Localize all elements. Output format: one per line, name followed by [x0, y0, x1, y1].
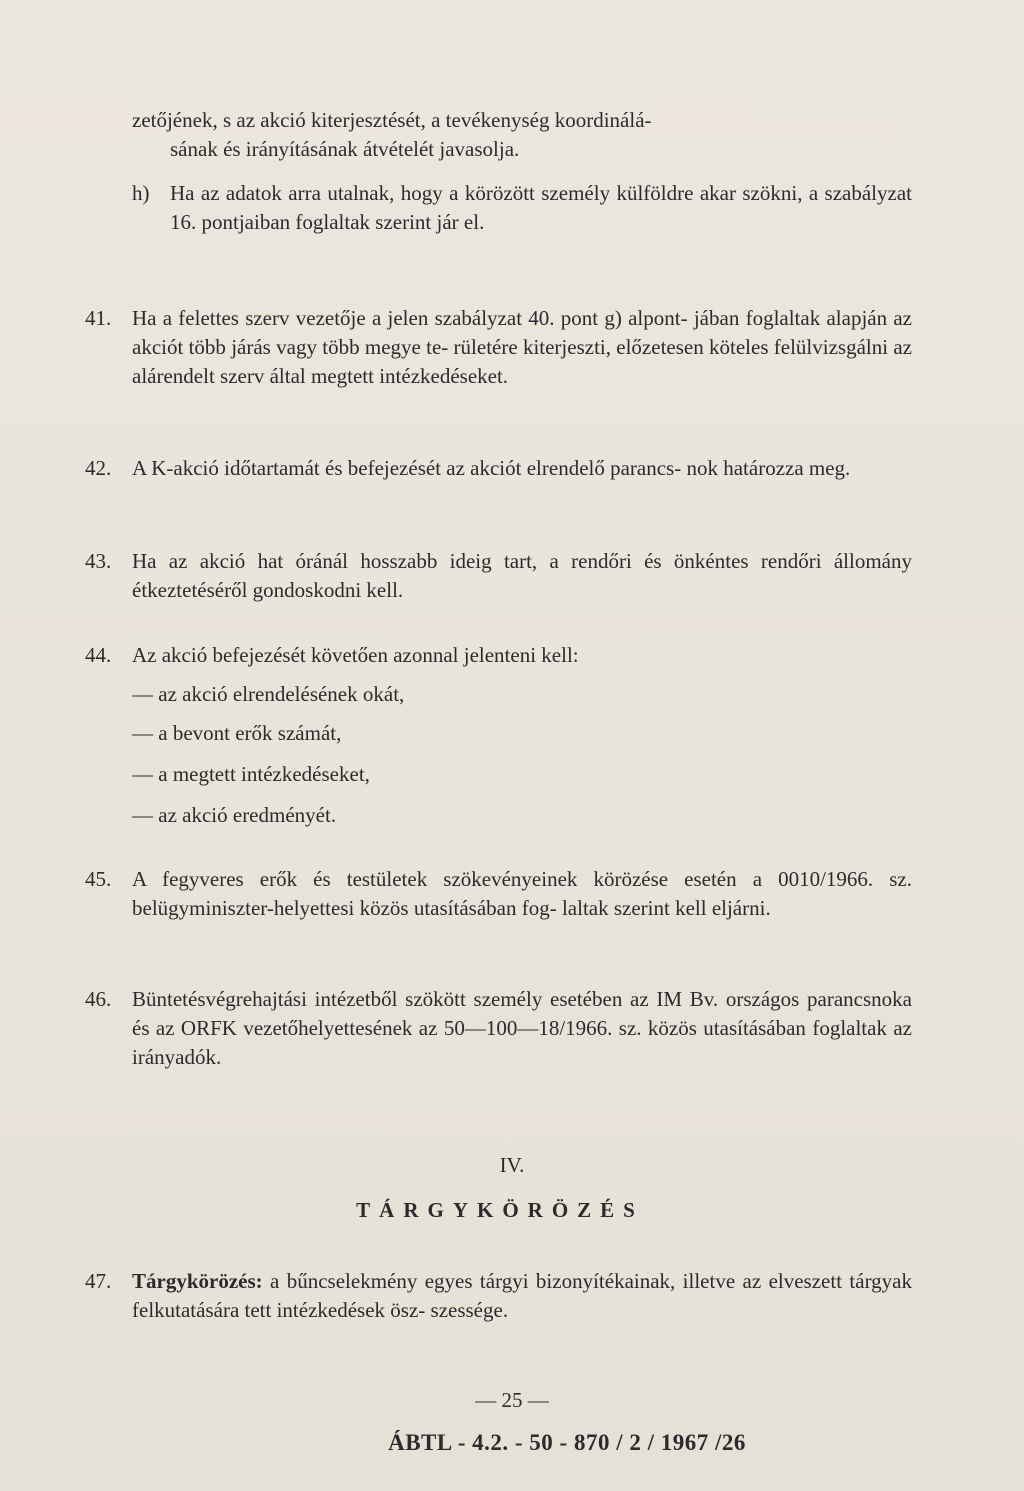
item-46: [85, 985, 912, 1072]
point-text: Ha az adatok arra utalnak, hogy a körözött személy külföldre akar szökni, a szabályzat 16. pontjaiban foglaltak szerint jár el.: [170, 181, 912, 234]
item-text: Az akció befejezését követően azonnal jelenteni kell:: [132, 643, 579, 667]
text-line: zetőjének, s az akció kiterjesztését, a tevékenység koordinálá-: [132, 108, 652, 132]
item-text: A fegyveres erők és testületek szökevényeinek körözése esetén a 0010/1966. sz. belügyminiszter-helyettesi közös utasításában fog- laltak szerint kell eljárni.: [132, 867, 912, 920]
item-number: 42.: [85, 456, 112, 480]
item-44: [85, 641, 912, 670]
point-h: [132, 179, 912, 237]
list-item: — az akció elrendelésének okát,: [132, 682, 405, 706]
item-text: Ha a felettes szerv vezetője a jelen szabályzat 40. pont g) alpont- jában foglaltak alapján az akciót több járás vagy több megye te- rületére kiterjeszti, előzetesen köteles felülvizsgálni az alárendelt szerv által megtett intézkedéseket.: [132, 306, 912, 388]
section-number: IV.: [499, 1153, 525, 1177]
item-text: A K-akció időtartamát és befejezését az akciót elrendelő parancs- nok határozza meg.: [132, 456, 851, 480]
item-term: Tárgykörözés:: [132, 1269, 263, 1293]
item-41: [85, 304, 912, 391]
archive-reference: ÁBTL - 4.2. - 50 - 870 / 2 / 1967 /26: [388, 1430, 746, 1455]
list-item: — a bevont erők számát,: [132, 721, 342, 745]
section-title: TÁRGYKÖRÖZÉS: [356, 1198, 644, 1222]
list-item: — az akció eredményét.: [132, 803, 337, 827]
item-number: 47.: [85, 1269, 112, 1293]
item-text: a bűncselekmény egyes tárgyi bizonyítékainak, illetve az elveszett tárgyak felkutatására tett intézkedések ösz- szessége.: [132, 1269, 912, 1322]
item-number: 44.: [85, 643, 112, 667]
item-number: 46.: [85, 987, 112, 1011]
point-label: h): [132, 181, 150, 205]
item-number: 45.: [85, 867, 112, 891]
page-number: — 25 —: [475, 1388, 549, 1412]
item-number: 41.: [85, 306, 112, 330]
continuation-paragraph: [132, 106, 912, 164]
text-line: sának és irányításának átvételét javasolja.: [170, 137, 520, 161]
item-47: [85, 1267, 912, 1325]
item-43: [85, 547, 912, 605]
item-text: Ha az akció hat óránál hosszabb ideig tart, a rendőri és önkéntes rendőri állomány étkeztetéséről gondoskodni kell.: [132, 549, 912, 602]
item-number: 43.: [85, 549, 112, 573]
list-item: — a megtett intézkedéseket,: [132, 762, 370, 786]
item-45: [85, 865, 912, 923]
item-42: [85, 454, 912, 483]
item-text: Büntetésvégrehajtási intézetből szökött személy esetében az IM Bv. országos parancsnoka és az ORFK vezetőhelyettesének az 50—100—18/1966. sz. közös utasításában foglaltak az irányadók.: [132, 987, 912, 1069]
